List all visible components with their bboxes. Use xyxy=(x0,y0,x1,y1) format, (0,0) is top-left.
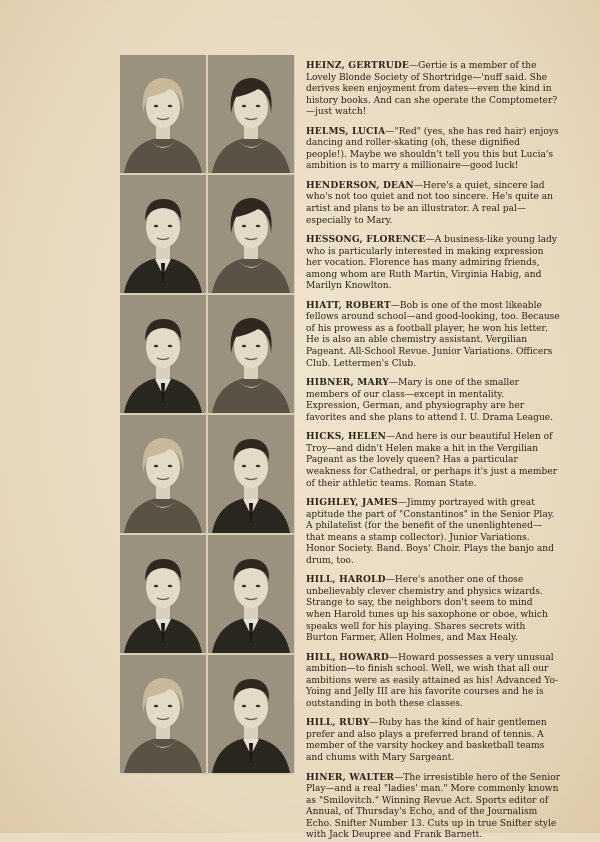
entry-name: HILL, HAROLD xyxy=(306,574,386,586)
entry-text: —"Red" (yes, she has red hair) enjoys dancing and roller-skating (oh, these dignified people!). Maybe we shouldn't tell you this but Lucia's ambition is to marry a millionaire—good luck! xyxy=(306,126,559,172)
entry-name: HIATT, ROBERT xyxy=(306,299,391,311)
entry-name: HENDERSON, DEAN xyxy=(306,179,414,191)
entry-text: —Mary is one of the smaller members of our class—except in mentality. Expression, German, and physiography are her favorites and she plans to attend I. U. Drama League. xyxy=(306,378,554,423)
entry xyxy=(306,126,560,173)
entry-name: HILL, RUBY xyxy=(306,717,370,729)
entry-text: —A business-like young lady who is particularly interested in making expression her vocation. Florence has many admiring friends, among whom are Ruth Martin, Virginia Habig, and Marilyn Knowlton. xyxy=(306,235,557,292)
portrait-photo xyxy=(208,55,294,173)
portrait-photo xyxy=(208,655,294,773)
entry xyxy=(306,234,560,293)
entry xyxy=(306,574,560,644)
entry-text: —Ruby has the kind of hair gentlemen prefer and also plays a preferred brand of tennis. A member of the varsity hockey and basketball teams and chums with Mary Sargeant. xyxy=(306,718,547,763)
entry xyxy=(306,431,560,490)
entry-text: —Bob is one of the most likeable fellows around school—and good-looking, too. Because of his prowess as a football player, he won his letter. He is also an able chemistry assistant. Vergilian Pageant. All-School Revue. Junior Variations. Officers Club. Lettermen's Club. xyxy=(306,300,560,369)
entry-name: HIGHLEY, JAMES xyxy=(306,497,398,509)
entry-name: HESSONG, FLORENCE xyxy=(306,234,426,246)
entry-text: —Jimmy portrayed with great aptitude the part of "Constantinos" in the Senior Play. A philatelist (for the benefit of the unenlightened—that means a stamp collector). Junior Variations. Honor Society. Band. Boys' Choir. Plays the banjo and drum, too. xyxy=(306,498,555,566)
portrait-photo xyxy=(120,175,206,293)
portrait-photo xyxy=(208,535,294,653)
portrait-photo xyxy=(120,655,206,773)
entry-text: —The irresistible hero of the Senior Play—and a real "ladies' man." More commonly known as "Smilovitch." Winning Revue Act. Sports editor of Annual, of Thursday's Echo, and of the Journalism Echo. Snifter Number 13. Cuts up in true Snifter style with Jack Deupree and Frank Barnett. xyxy=(306,772,560,841)
entry-text: —Here's another one of those unbelievably clever chemistry and physics wizards. Strange to say, the neighbors don't seem to mind when Harold tunes up his saxophone or oboe, which speaks well for his playing. Shares secrets with Burton Farmer, Allen Holmes, and Max Healy. xyxy=(306,575,548,644)
entry xyxy=(306,652,560,711)
entry xyxy=(306,377,560,424)
entry-name: HIBNER, MARY xyxy=(306,377,389,389)
senior-entries xyxy=(306,60,560,842)
entry-name: HEINZ, GERTRUDE xyxy=(306,60,410,71)
entry-name: HILL, HOWARD xyxy=(306,651,390,663)
portrait-grid xyxy=(120,55,295,775)
entry xyxy=(306,772,560,842)
portrait-photo xyxy=(208,295,294,413)
entry xyxy=(306,60,560,119)
entry xyxy=(306,717,560,764)
entry xyxy=(306,300,560,370)
entry-name: HICKS, HELEN xyxy=(306,431,387,443)
entry-text: —And here is our beautiful Helen of Troy—and didn't Helen make a hit in the Vergilian Pageant as the lovely queen? Has a particular weakness for Cathedral, or perhaps it's just a member of their athletic teams. Roman State. xyxy=(306,432,558,489)
portrait-photo xyxy=(208,415,294,533)
entry xyxy=(306,180,560,227)
entry-text: —Gertie is a member of the Lovely Blonde Society of Shortridge—'nuff said. She derives keen enjoyment from dates—even the kind in history books. And can she operate the Comptometer?—just watch! xyxy=(306,61,558,118)
portrait-photo xyxy=(120,55,206,173)
portrait-photo xyxy=(120,535,206,653)
entry-text: —Here's a quiet, sincere lad who's not too quiet and not too sincere. He's quite an artist and plans to be an illustrator. A real pal—especially to Mary. xyxy=(306,180,553,226)
portrait-photo xyxy=(120,295,206,413)
entry-text: —Howard possesses a very unusual ambition—to finish school. Well, we wish that all our ambitions were as easily attained as his! Advanced Yo-Yoing and Jelly III are his favorite courses and he is outstanding in both these classes. xyxy=(306,652,559,709)
entry-name: HINER, WALTER xyxy=(306,771,395,783)
entry xyxy=(306,497,560,567)
portrait-photo xyxy=(120,415,206,533)
entry-name: HELMS, LUCIA xyxy=(306,125,386,137)
portrait-photo xyxy=(208,175,294,293)
